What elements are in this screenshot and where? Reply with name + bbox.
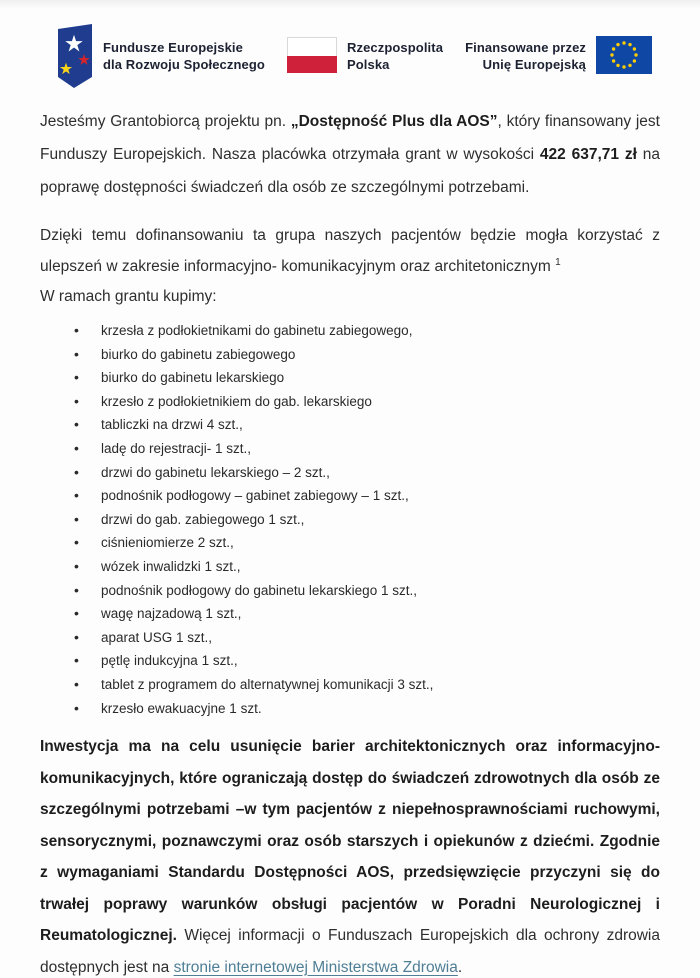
list-item: • podnośnik podłogowy do gabinetu lekarskiego 1 szt., <box>72 579 660 603</box>
funding-logos-header <box>54 24 652 90</box>
pl-logo-line2: Polska <box>347 57 390 72</box>
list-item: • ciśnieniomierze 2 szt., <box>72 531 660 555</box>
list-item: • tablet z programem do alternatywnej komunikacji 3 szt., <box>72 673 660 697</box>
text-segment: „Dostępność Plus dla AOS” <box>290 113 498 130</box>
intro-paragraph <box>40 105 660 204</box>
purchased-items-list <box>40 319 660 720</box>
text-segment: Więcej informacji o Funduszach Europejskich dla ochrony zdrowia dostępnych jest na <box>40 927 660 976</box>
text-segment: . <box>457 958 463 976</box>
list-item: • ladę do rejestracji- 1 szt., <box>72 437 660 461</box>
grant-scope-paragraph <box>40 220 660 282</box>
text-segment: Dzięki temu dofinansowaniu ta grupa naszych pacjentów będzie mogła korzystać z ulepszeń w zakresie informacyjno- komunikacyjnym oraz architetonicznym <box>40 227 660 275</box>
fe-flag-icon <box>54 22 94 93</box>
list-lead-in: W ramach grantu kupimy: <box>40 288 217 305</box>
fe-logo-line2: dla Rozwoju Społecznego <box>103 57 265 72</box>
list-item: • wózek inwalidzki 1 szt., <box>72 555 660 579</box>
list-item: • krzesło ewakuacyjne 1 szt. <box>72 697 660 721</box>
text-segment: 422 637,71 zł <box>539 146 637 163</box>
list-item: • pętlę indukcyjna 1 szt., <box>72 649 660 673</box>
fe-logo-line1: Fundusze Europejskie <box>103 40 243 56</box>
logo-fundusze-europejskie <box>54 22 265 93</box>
list-item: • biurko do gabinetu zabiegowego <box>72 343 660 367</box>
list-item: • krzesło z podłokietnikiem do gab. lekarskiego <box>72 390 660 414</box>
list-item: • tabliczki na drzwi 4 szt., <box>72 413 660 437</box>
eu-logo-line2: Unię Europejską <box>482 57 586 72</box>
closing-paragraph <box>40 731 660 978</box>
list-item: • krzesła z podłokietnikami do gabinetu zabiegowego, <box>72 319 660 343</box>
text-segment: , który finansowany jest Funduszy Europejskich. Nasza placówka otrzymała grant w wysokości <box>40 113 660 163</box>
ministry-website-link[interactable]: stronie internetowej Ministerstwa Zdrowia <box>173 958 458 976</box>
text-segment: Jesteśmy Grantobiorcą projektu pn. <box>40 113 291 130</box>
list-item: • drzwi do gabinetu lekarskiego – 2 szt., <box>72 461 660 485</box>
pl-logo-line1: Rzeczpospolita <box>347 40 444 56</box>
fe-logo-label <box>103 40 265 74</box>
list-item: • podnośnik podłogowy – gabinet zabiegowy – 1 szt., <box>72 484 660 508</box>
list-item: • biurko do gabinetu lekarskiego <box>72 366 660 390</box>
eu-flag-icon <box>596 36 652 79</box>
pl-logo-label <box>347 40 443 74</box>
list-item: • drzwi do gab. zabiegowego 1 szt., <box>72 508 660 532</box>
text-segment: Inwestycja ma na celu usunięcie barier architektonicznych oraz informacyjno-komunikacyjnych, które ograniczają dostęp do świadczeń zdrowotnych dla osób ze szczególnymi potrzebami –w tym pacjentów z niepełnosprawnościami ruchowymi, sensorycznymi, poznawczymi oraz osób starszych i opiekunów z dziećmi. Zgodnie z wymaganiami Standardu Dostępności AOS, przedsięwzięcie przyczyni się do trwałej poprawy warunków obsługi pacjentów w Poradni Neurologicznej i Reumatologicznej. <box>40 738 660 945</box>
text-segment: na poprawę dostępności świadczeń dla osób ze szczególnymi potrzebami. <box>40 146 660 196</box>
footnote-marker: 1 <box>555 256 561 268</box>
eu-logo-line1: Finansowane przez <box>465 40 586 56</box>
poland-flag-icon <box>287 37 337 73</box>
list-item: • aparat USG 1 szt., <box>72 626 660 650</box>
logo-unia-europejska <box>465 36 652 79</box>
logo-rzeczpospolita-polska <box>287 40 443 74</box>
eu-logo-label <box>465 40 586 74</box>
list-item: • wagę najzadową 1 szt., <box>72 602 660 626</box>
